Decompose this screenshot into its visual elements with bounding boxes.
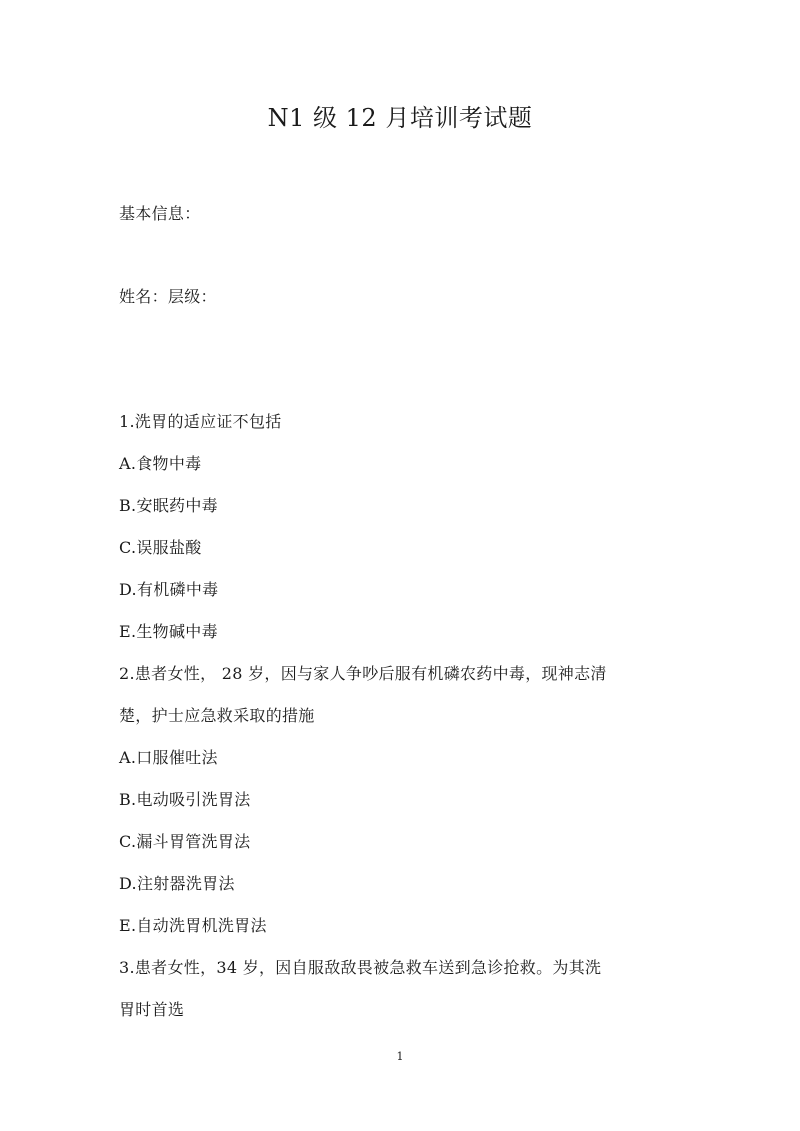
name-level-label: 姓名：层级： [119, 287, 217, 306]
question-2-option-e: E.自动洗胃机洗胃法 [119, 916, 267, 935]
question-1-stem: 1.洗胃的适应证不包括 [119, 412, 282, 431]
question-2-option-b: B.电动吸引洗胃法 [119, 790, 251, 809]
question-2-stem-line-2: 楚，护士应急救采取的措施 [119, 706, 315, 725]
question-1-option-d: D.有机磷中毒 [119, 580, 219, 599]
question-2-stem-line-1: 2.患者女性， 28 岁，因与家人争吵后服有机磷农药中毒，现神志清 [119, 664, 607, 683]
question-3-stem-line-2: 胃时首选 [119, 1000, 185, 1019]
basic-info-label: 基本信息： [119, 204, 201, 223]
document-title: N1 级 12 月培训考试题 [267, 104, 533, 132]
question-1-option-b: B.安眠药中毒 [119, 496, 218, 515]
question-1-option-a: A.食物中毒 [119, 454, 202, 473]
question-2-option-d: D.注射器洗胃法 [119, 874, 235, 893]
question-1-option-c: C.误服盐酸 [119, 538, 202, 557]
question-2-option-a: A.口服催吐法 [119, 748, 218, 767]
question-2-option-c: C.漏斗胃管洗胃法 [119, 832, 251, 851]
question-3-stem-line-1: 3.患者女性，34 岁，因自服敌敌畏被急救车送到急诊抢救。为其洗 [119, 958, 602, 977]
question-1-option-e: E.生物碱中毒 [119, 622, 218, 641]
page-number: 1 [396, 1050, 404, 1063]
